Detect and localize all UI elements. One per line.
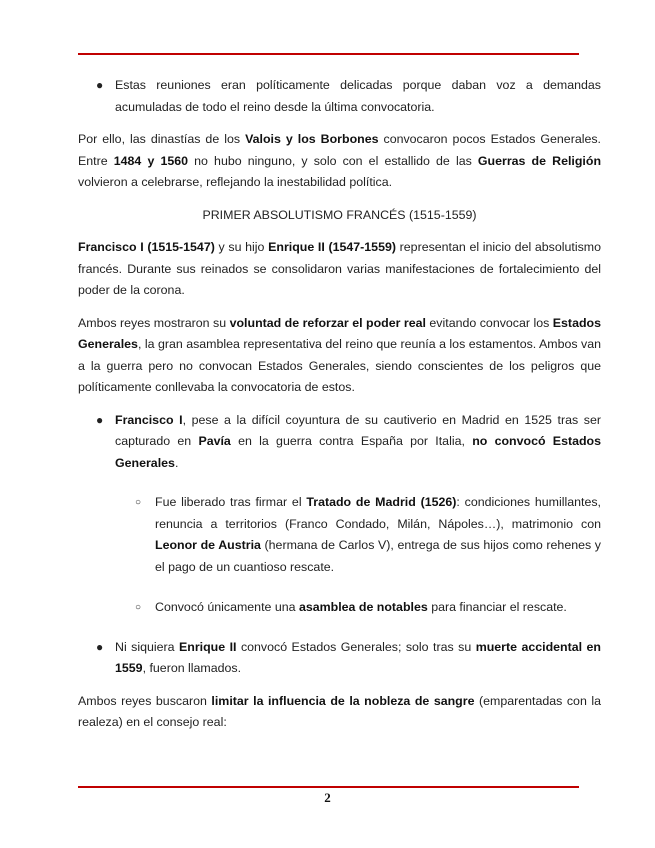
bullet-text: Estas reuniones eran políticamente delicadas porque daban voz a demandas acumuladas de todo el reino desde la última convocatoria. bbox=[115, 78, 601, 114]
footer-rule bbox=[78, 786, 579, 788]
bullet-text: Francisco I, pese a la difícil coyuntura de su cautiverio en Madrid en 1525 tras ser capturado en Pavía en la guerra contra España por Italia, no convocó Estados Generales. bbox=[115, 412, 602, 470]
bullet-circle-icon: ○ bbox=[135, 602, 142, 613]
page-number: 2 bbox=[324, 790, 331, 805]
subbullet-text: Fue liberado tras firmar el Tratado de Madrid (1526): condiciones humillantes, renuncia a territorios (Franco Condado, Milán, Nápoles…), matrimonio con Leonor de Austria (hermana de Carlos V), entrega de sus hijos como rehenes y el pago de un cuantioso rescate. bbox=[155, 495, 601, 574]
subbullet-text: Convocó únicamente una asamblea de notables para financiar el rescate. bbox=[155, 600, 567, 614]
bullet-dot-icon: ● bbox=[96, 412, 104, 427]
bullet-circle-icon: ○ bbox=[135, 497, 142, 508]
page-content bbox=[78, 75, 601, 745]
paragraph-valois: Por ello, las dinastías de los Valois y los Borbones convocaron pocos Estados Generales. Entre 1484 y 1560 no hubo ninguno, y solo con el estallido de las Guerras de Religión volvieron a celebrarse, reflejando la inestabilidad política. bbox=[78, 132, 602, 189]
section-heading: PRIMER ABSOLUTISMO FRANCÉS (1515-1559) bbox=[202, 207, 477, 222]
bullet-item-reuniones bbox=[78, 75, 601, 118]
header-rule bbox=[78, 53, 579, 55]
subbullet-item-asamblea bbox=[78, 597, 601, 619]
bullet-item-francisco bbox=[78, 410, 601, 475]
bullet-dot-icon: ● bbox=[96, 78, 104, 92]
paragraph-nobleza: Ambos reyes buscaron limitar la influencia de la nobleza de sangre (emparentadas con la realeza) en el consejo real: bbox=[78, 693, 602, 729]
bullet-dot-icon: ● bbox=[96, 639, 104, 654]
subbullet-item-tratado bbox=[78, 492, 601, 578]
paragraph-francisco-enrique: Francisco I (1515-1547) y su hijo Enrique II (1547-1559) representan el inicio del absolutismo francés. Durante sus reinados se consolidaron varias manifestaciones de fortalecimiento del poder de la corona. bbox=[78, 240, 602, 297]
bullet-text: Ni siquiera Enrique II convocó Estados Generales; solo tras su muerte accidental en 1559, fueron llamados. bbox=[115, 639, 601, 675]
paragraph-voluntad: Ambos reyes mostraron su voluntad de reforzar el poder real evitando convocar los Estados Generales, la gran asamblea representativa del reino que reunía a los estamentos. Ambos van a la guerra pero no convocan Estados Generales, siendo conscientes de los peligros que políticamente conllevaba la convocatoria de estos. bbox=[78, 315, 601, 394]
bullet-item-enrique bbox=[78, 637, 601, 680]
